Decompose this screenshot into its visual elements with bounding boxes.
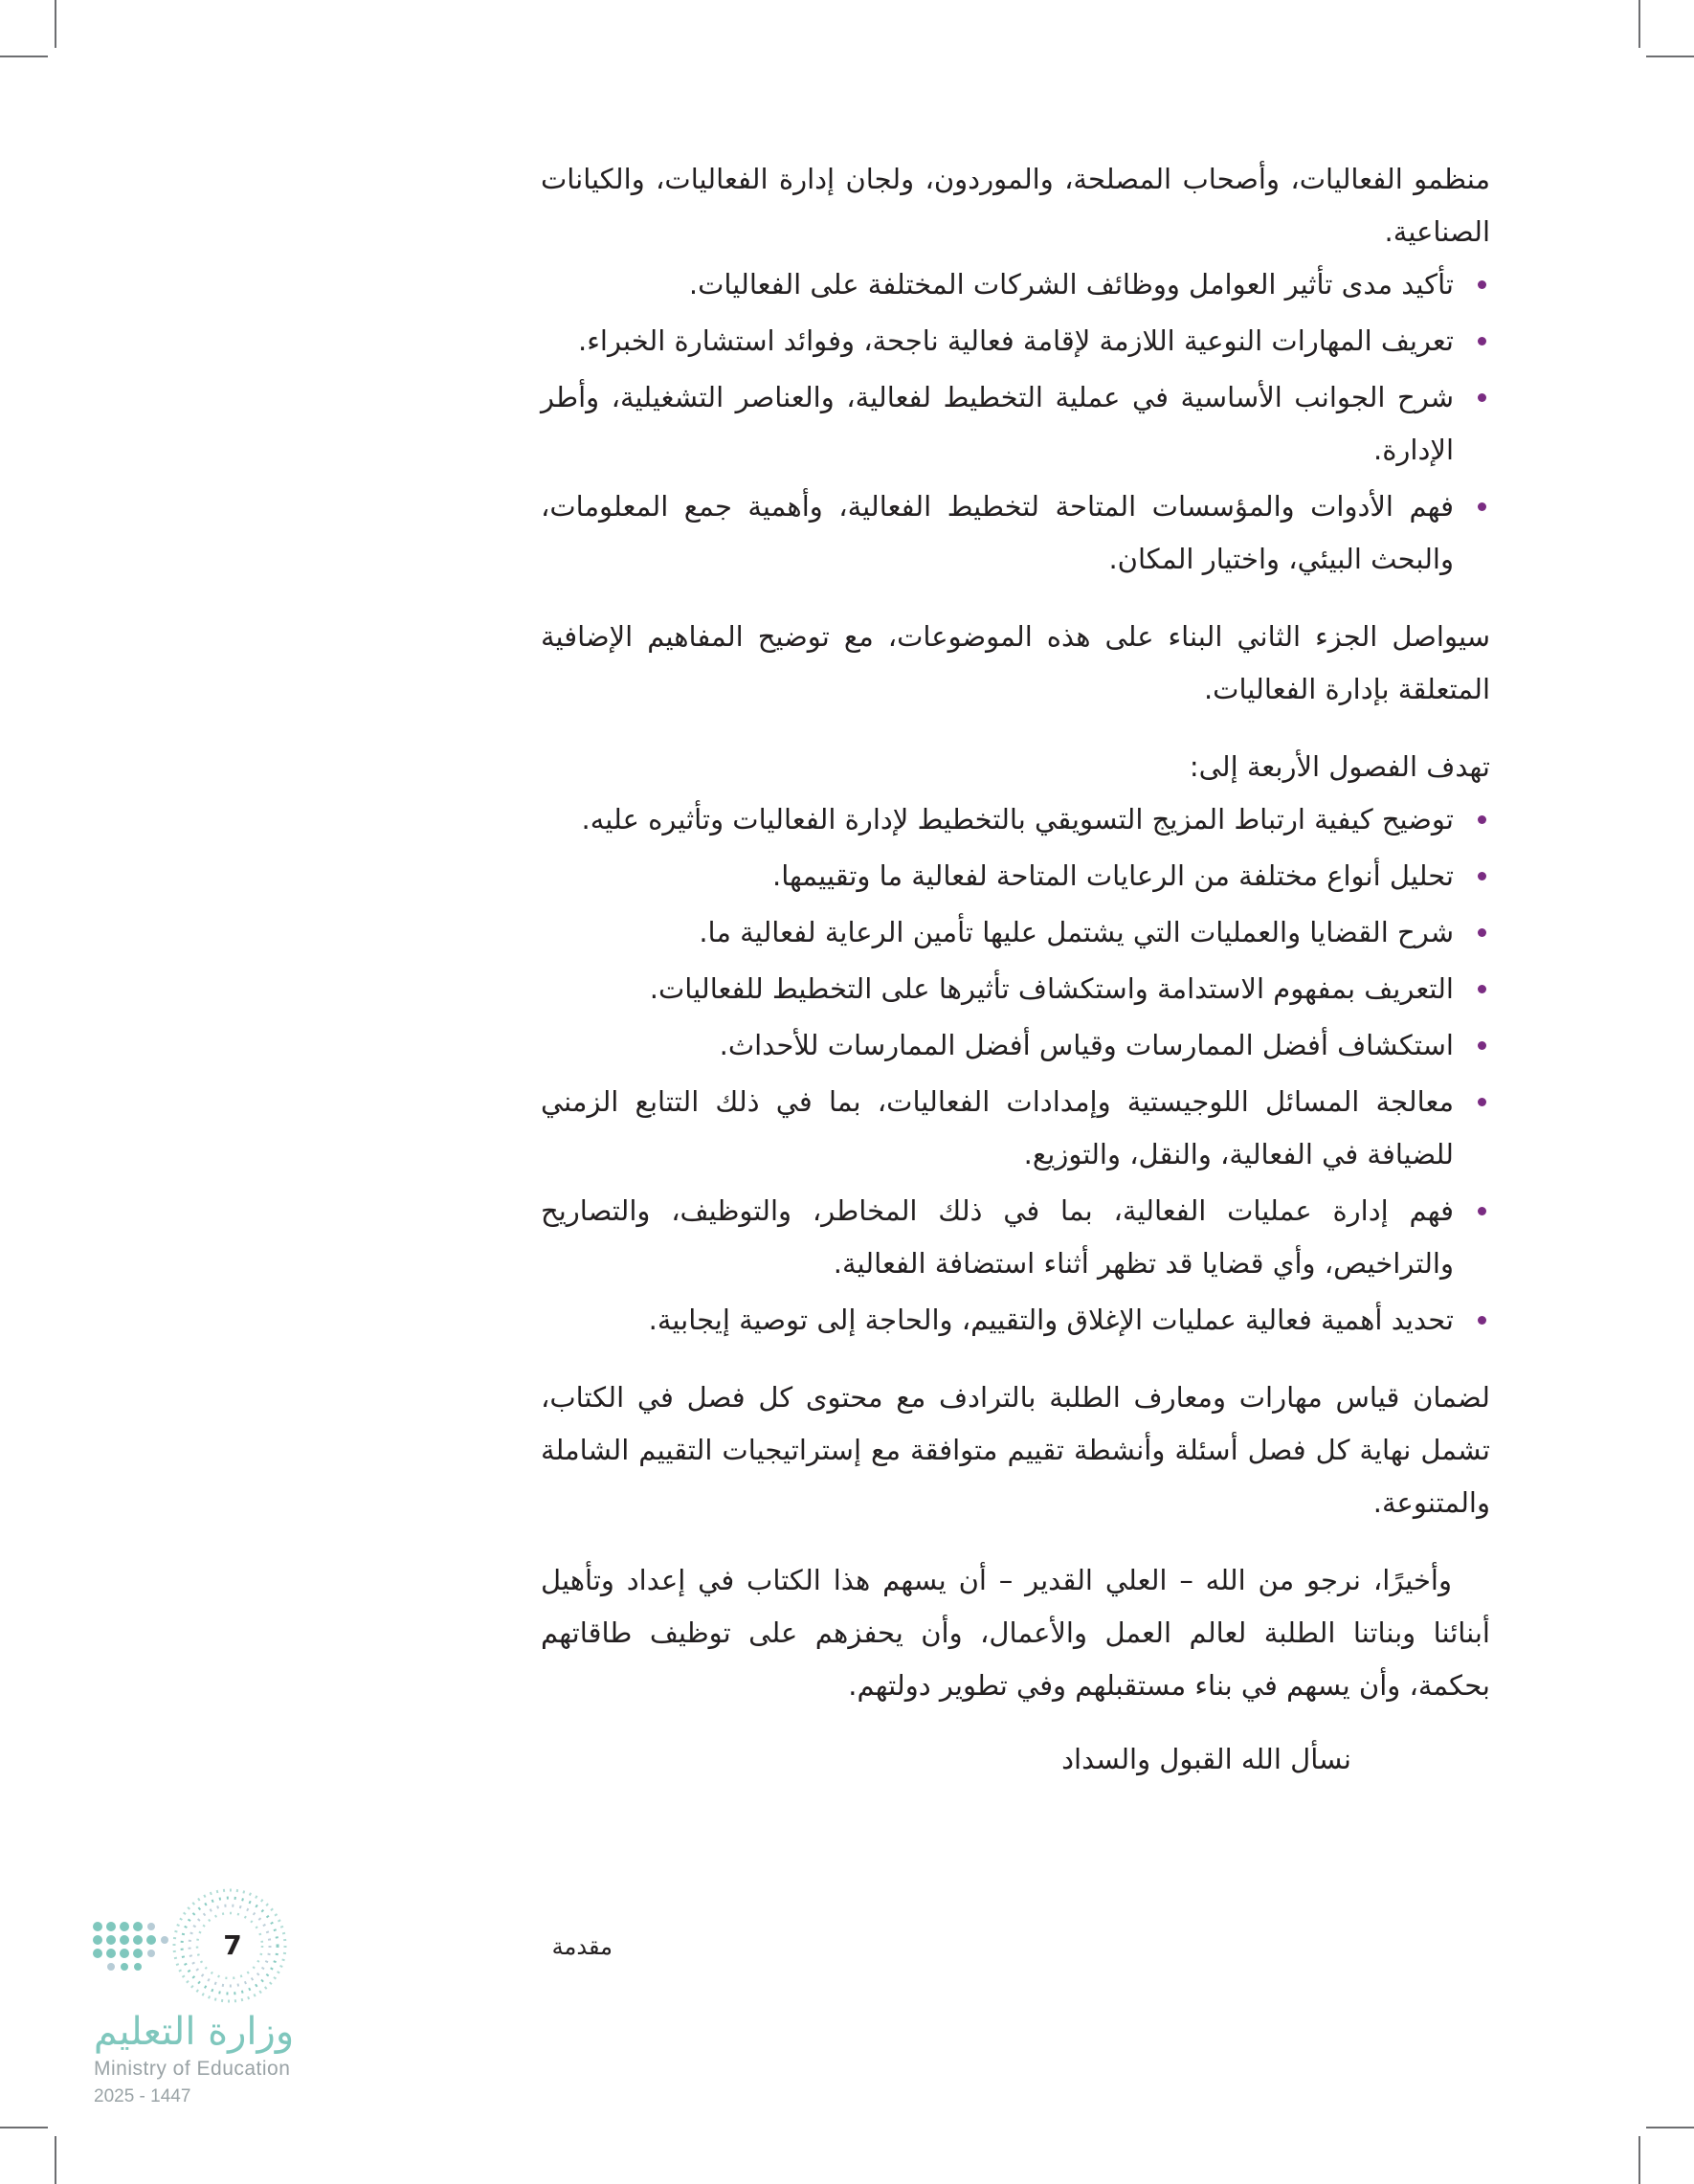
list-item: شرح القضايا والعمليات التي يشتمل عليها تأمين الرعاية لفعالية ما. [541,906,1490,959]
page-body [541,153,1490,1786]
intro-line: منظمو الفعاليات، وأصحاب المصلحة، والموردون، ولجان إدارة الفعاليات، والكيانات الصناعية. [541,163,1490,248]
bullet-icon [1478,337,1486,345]
ministry-logo-icon [86,1881,306,2010]
crop-mark-top-right-h [1646,56,1694,57]
bullet-icon [1478,985,1486,993]
bullet-icon [1478,815,1486,824]
logo-english-name: Ministry of Education [94,2058,291,2080]
crop-mark-bottom-left-v [55,2136,56,2184]
crop-mark-bottom-right-h [1646,2127,1694,2128]
bullet-icon [1478,1316,1486,1325]
crop-mark-top-right-v [1638,0,1640,48]
list-item: استكشاف أفضل الممارسات وقياس أفضل الممارسات للأحداث. [541,1019,1490,1072]
crop-mark-bottom-right-v [1638,2136,1640,2184]
bullet-icon [1478,280,1486,289]
crop-mark-top-left-h [0,56,48,57]
list-item: توضيح كيفية ارتباط المزيج التسويقي بالتخطيط لإدارة الفعاليات وتأثيره عليه. [541,793,1490,846]
logo-arabic-name: وزارة التعليم [93,2010,295,2054]
objectives-list-2 [541,793,1490,1347]
part2-paragraph: سيواصل الجزء الثاني البناء على هذه الموضوعات، مع توضيح المفاهيم الإضافية المتعلقة بإدارة الفعاليات. [541,620,1490,705]
list-item: تعريف المهارات النوعية اللازمة لإقامة فعالية ناجحة، وفوائد استشارة الخبراء. [541,315,1490,368]
closing-line: نسأل الله القبول والسداد [1061,1743,1351,1775]
list-item: معالجة المسائل اللوجيستية وإمدادات الفعاليات، بما في ذلك التتابع الزمني للضيافة في الفعالية، والنقل، والتوزيع. [541,1076,1490,1181]
list-item: فهم الأدوات والمؤسسات المتاحة لتخطيط الفعالية، وأهمية جمع المعلومات، والبحث البيئي، واختيار المكان. [541,480,1490,586]
bullet-icon [1478,928,1486,937]
final-paragraph: وأخيرًا، نرجو من الله – العلي القدير – أن يسهم هذا الكتاب في إعداد وتأهيل أبنائنا وبناتنا الطلبة لعالم العمل والأعمال، وأن يحفزهم على توظيف طاقاتهم بحكمة، وأن يسهم في بناء مستقبلهم وفي تطوير دولتهم. [541,1564,1490,1702]
crop-mark-bottom-left-h [0,2127,48,2128]
bullet-icon [1478,1207,1486,1215]
assessment-paragraph: لضمان قياس مهارات ومعارف الطلبة بالترادف مع محتوى كل فصل في الكتاب، تشمل نهاية كل فصل أسئلة وأنشطة تقييم متوافقة مع إستراتيجيات التقييم الشاملة والمتنوعة. [541,1381,1490,1519]
bullet-icon [1478,393,1486,402]
bullet-icon [1478,1041,1486,1050]
bullet-icon [1478,872,1486,880]
list-item: شرح الجوانب الأساسية في عملية التخطيط لفعالية، والعناصر التشغيلية، وأطر الإدارة. [541,371,1490,477]
page-number: 7 [223,1929,242,1961]
list-item: فهم إدارة عمليات الفعالية، بما في ذلك المخاطر، والتوظيف، والتصاريح والتراخيص، وأي قضايا قد تظهر أثناء استضافة الفعالية. [541,1185,1490,1290]
footer-section-label: مقدمة [551,1933,613,1960]
list-item: التعريف بمفهوم الاستدامة واستكشاف تأثيرها على التخطيط للفعاليات. [541,963,1490,1015]
list-item: تحليل أنواع مختلفة من الرعايات المتاحة لفعالية ما وتقييمها. [541,850,1490,903]
logo-year: 2025 - 1447 [94,2086,191,2106]
crop-mark-top-left-v [55,0,56,48]
list-item: تأكيد مدى تأثير العوامل ووظائف الشركات المختلفة على الفعاليات. [541,258,1490,311]
bullet-icon [1478,1098,1486,1106]
objectives-list-1 [541,258,1490,586]
chapters-heading: تهدف الفصول الأربعة إلى: [1189,750,1490,783]
bullet-icon [1478,502,1486,511]
list-item: تحديد أهمية فعالية عمليات الإغلاق والتقييم، والحاجة إلى توصية إيجابية. [541,1294,1490,1347]
